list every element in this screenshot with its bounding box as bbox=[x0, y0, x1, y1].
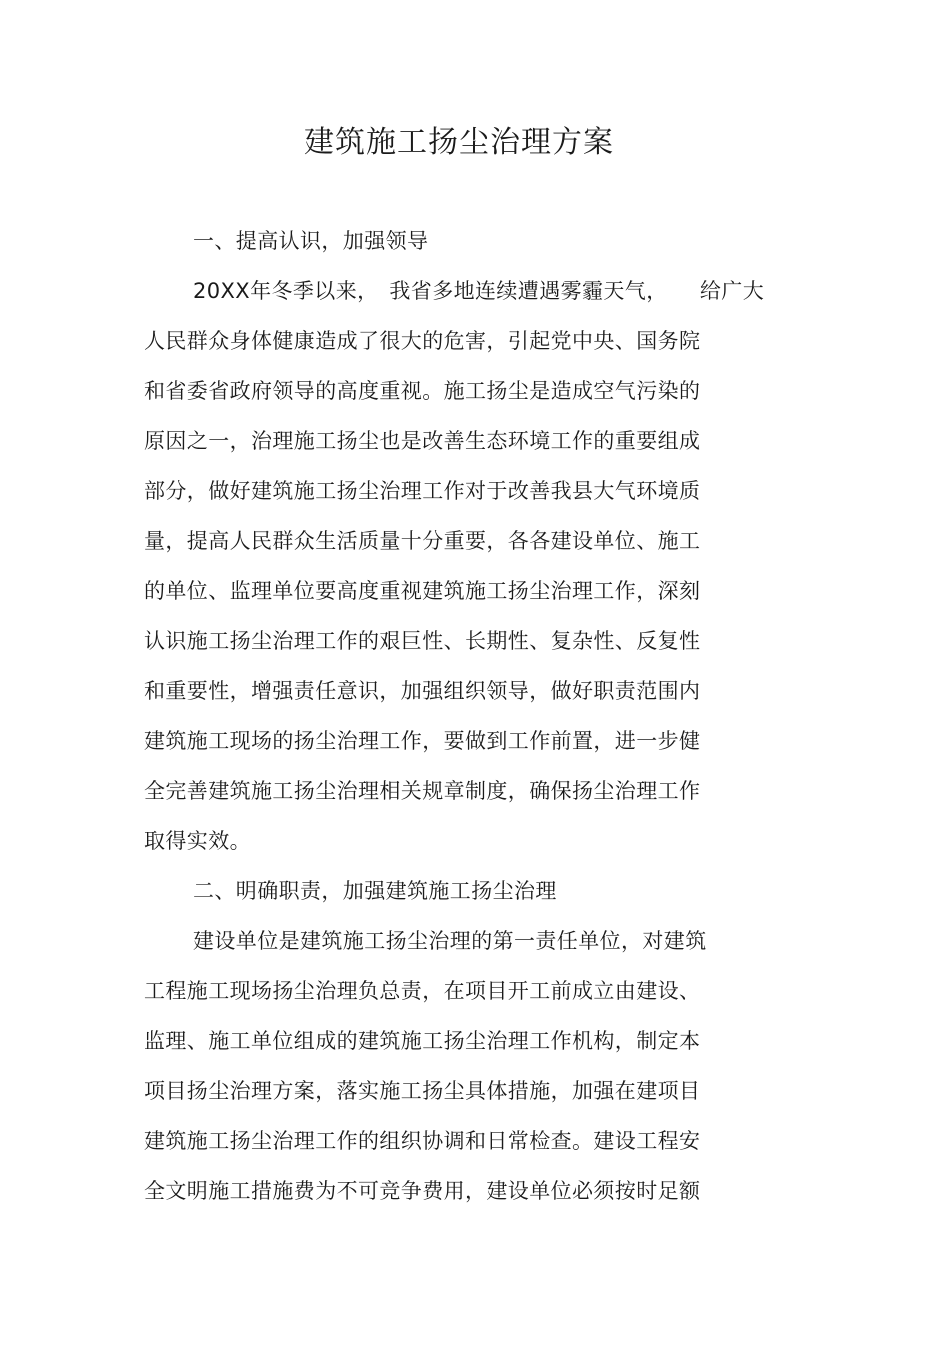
paragraph-line: 建筑施工扬尘治理工作的组织协调和日常检查。建设工程安 bbox=[144, 1129, 701, 1153]
paragraph-line: 全文明施工措施费为不可竞争费用，建设单位必须按时足额 bbox=[144, 1179, 701, 1203]
section-heading-1: 一、提高认识，加强领导 bbox=[193, 229, 429, 253]
paragraph-line: 量，提高人民群众生活质量十分重要，各各建设单位、施工 bbox=[144, 529, 701, 553]
paragraph-line: 全完善建筑施工扬尘治理相关规章制度，确保扬尘治理工作 bbox=[144, 779, 701, 803]
paragraph-line: 原因之一，治理施工扬尘也是改善生态环境工作的重要组成 bbox=[144, 429, 701, 453]
paragraph-line: 人民群众身体健康造成了很大的危害，引起党中央、国务院 bbox=[144, 329, 701, 353]
paragraph-line: 和重要性，增强责任意识，加强组织领导，做好职责范围内 bbox=[144, 679, 701, 703]
paragraph-line: 监理、施工单位组成的建筑施工扬尘治理工作机构，制定本 bbox=[144, 1029, 701, 1053]
paragraph-line: 取得实效。 bbox=[144, 829, 251, 853]
section-heading-2: 二、明确职责，加强建筑施工扬尘治理 bbox=[193, 879, 557, 903]
paragraph-line: 建设单位是建筑施工扬尘治理的第一责任单位，对建筑 bbox=[193, 929, 707, 953]
paragraph-line: 认识施工扬尘治理工作的艰巨性、长期性、复杂性、反复性 bbox=[144, 629, 701, 653]
paragraph-line: 和省委省政府领导的高度重视。施工扬尘是造成空气污染的 bbox=[144, 379, 701, 403]
paragraph-line: 部分，做好建筑施工扬尘治理工作对于改善我县大气环境质 bbox=[144, 479, 701, 503]
paragraph-line: 的单位、监理单位要高度重视建筑施工扬尘治理工作，深刻 bbox=[144, 579, 701, 603]
document-title: 建筑施工扬尘治理方案 bbox=[304, 125, 614, 160]
paragraph-line: 项目扬尘治理方案，落实施工扬尘具体措施，加强在建项目 bbox=[144, 1079, 701, 1103]
paragraph-line: 建筑施工现场的扬尘治理工作，要做到工作前置，进一步健 bbox=[144, 729, 701, 753]
paragraph-line: 工程施工现场扬尘治理负总责，在项目开工前成立由建设、 bbox=[144, 979, 701, 1003]
paragraph-line: 20XX年冬季以来， 我省多地连续遭遇雾霾天气， 给广大 bbox=[193, 279, 765, 303]
